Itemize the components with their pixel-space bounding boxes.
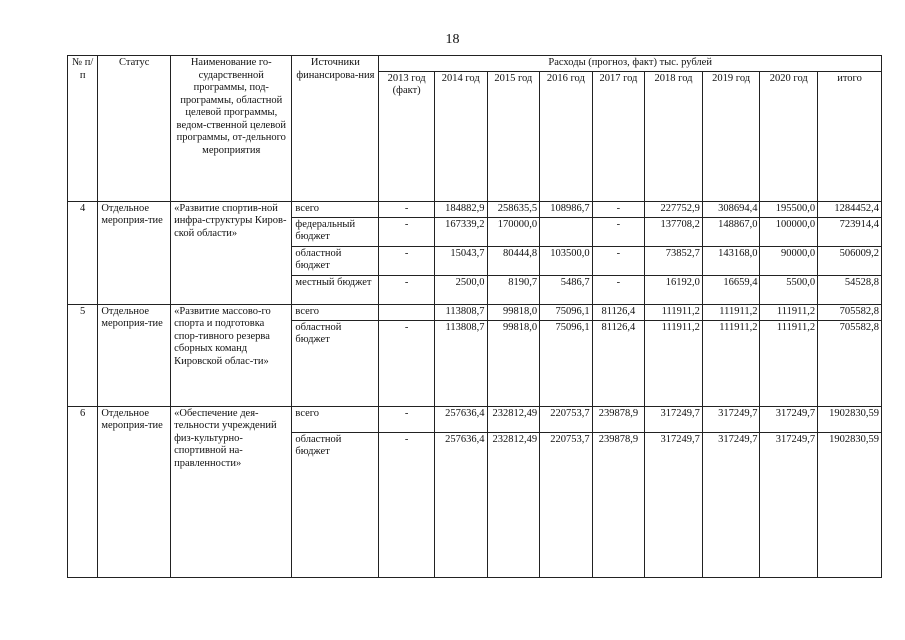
amount-cell: 317249,7 <box>760 432 818 577</box>
amount-cell: 111911,2 <box>760 320 818 406</box>
amount-cell: 317249,7 <box>702 432 760 577</box>
total-cell: 705582,8 <box>818 304 882 320</box>
amount-cell: 111911,2 <box>645 304 703 320</box>
amount-cell: 232812,49 <box>487 406 540 432</box>
amount-cell: 257636,4 <box>434 406 487 432</box>
funding-source: всего <box>292 406 379 432</box>
funding-source: областной бюджет <box>292 432 379 577</box>
row-number: 4 <box>68 201 98 304</box>
amount-cell: - <box>592 217 645 246</box>
amount-cell: 75096,1 <box>540 304 593 320</box>
amount-cell: - <box>379 275 435 304</box>
amount-cell: 103500,0 <box>540 246 593 275</box>
amount-cell: 308694,4 <box>702 201 760 217</box>
amount-cell: 113808,7 <box>434 320 487 406</box>
amount-cell: 167339,2 <box>434 217 487 246</box>
amount-cell: - <box>592 201 645 217</box>
amount-cell: 111911,2 <box>760 304 818 320</box>
header-year: 2020 год <box>760 71 818 201</box>
amount-cell: 99818,0 <box>487 304 540 320</box>
amount-cell: - <box>379 432 435 577</box>
funding-source: всего <box>292 201 379 217</box>
header-source: Источники финансирова-ния <box>292 56 379 202</box>
amount-cell: 317249,7 <box>645 406 703 432</box>
header-year: 2013 год (факт) <box>379 71 435 201</box>
budget-table <box>67 55 882 578</box>
amount-cell <box>540 217 593 246</box>
amount-cell: 148867,0 <box>702 217 760 246</box>
amount-cell: 111911,2 <box>702 304 760 320</box>
row-name: «Обеспечение дея-тельности учреждений физ-культурно-спортивной на-правленности» <box>171 406 292 577</box>
total-cell: 1902830,59 <box>818 432 882 577</box>
amount-cell: 184882,9 <box>434 201 487 217</box>
amount-cell: 73852,7 <box>645 246 703 275</box>
amount-cell: 81126,4 <box>592 304 645 320</box>
total-cell: 506009,2 <box>818 246 882 275</box>
total-cell: 54528,8 <box>818 275 882 304</box>
header-year: 2015 год <box>487 71 540 201</box>
header-year: 2018 год <box>645 71 703 201</box>
amount-cell: 232812,49 <box>487 432 540 577</box>
total-cell: 1284452,4 <box>818 201 882 217</box>
amount-cell: 137708,2 <box>645 217 703 246</box>
amount-cell: 239878,9 <box>592 406 645 432</box>
amount-cell: 5500,0 <box>760 275 818 304</box>
amount-cell: - <box>592 275 645 304</box>
amount-cell: 16659,4 <box>702 275 760 304</box>
row-name: «Развитие спортив-ной инфра-структуры Киров-ской области» <box>171 201 292 304</box>
amount-cell: 81126,4 <box>592 320 645 406</box>
header-name: Наименование го-сударственной программы, под-программы, областной целевой программы, ведом-ственной целевой программы, от-дельного мероприятия <box>171 56 292 202</box>
amount-cell: 317249,7 <box>760 406 818 432</box>
amount-cell: 111911,2 <box>645 320 703 406</box>
amount-cell: 220753,7 <box>540 432 593 577</box>
amount-cell: 258635,5 <box>487 201 540 217</box>
amount-cell: 100000,0 <box>760 217 818 246</box>
amount-cell: - <box>379 217 435 246</box>
amount-cell: 16192,0 <box>645 275 703 304</box>
table-row <box>68 304 882 320</box>
funding-source: областной бюджет <box>292 246 379 275</box>
amount-cell: - <box>379 201 435 217</box>
amount-cell: 99818,0 <box>487 320 540 406</box>
amount-cell: - <box>379 246 435 275</box>
total-cell: 705582,8 <box>818 320 882 406</box>
amount-cell <box>379 304 435 320</box>
table-row <box>68 201 882 217</box>
table-body <box>68 56 882 578</box>
header-year: 2019 год <box>702 71 760 201</box>
total-cell: 723914,4 <box>818 217 882 246</box>
funding-source: федеральный бюджет <box>292 217 379 246</box>
header-expenses: Расходы (прогноз, факт) тыс. рублей <box>379 56 882 72</box>
amount-cell: 113808,7 <box>434 304 487 320</box>
header-row-top <box>68 56 882 72</box>
amount-cell: 8190,7 <box>487 275 540 304</box>
amount-cell: - <box>379 320 435 406</box>
funding-source: всего <box>292 304 379 320</box>
amount-cell: 317249,7 <box>645 432 703 577</box>
row-name: «Развитие массово-го спорта и подготовка спор-тивного резерва сборных команд Кировской облас-ти» <box>171 304 292 406</box>
amount-cell: 227752,9 <box>645 201 703 217</box>
header-year: 2016 год <box>540 71 593 201</box>
amount-cell: 5486,7 <box>540 275 593 304</box>
amount-cell: - <box>379 406 435 432</box>
header-year: 2017 год <box>592 71 645 201</box>
amount-cell: - <box>592 246 645 275</box>
amount-cell: 170000,0 <box>487 217 540 246</box>
header-total: итого <box>818 71 882 201</box>
amount-cell: 111911,2 <box>702 320 760 406</box>
amount-cell: 143168,0 <box>702 246 760 275</box>
page-number: 18 <box>445 32 460 47</box>
amount-cell: 108986,7 <box>540 201 593 217</box>
header-num: № п/п <box>68 56 98 202</box>
amount-cell: 220753,7 <box>540 406 593 432</box>
funding-source: областной бюджет <box>292 320 379 406</box>
row-status: Отдельное мероприя-тие <box>98 406 171 577</box>
amount-cell: 80444,8 <box>487 246 540 275</box>
amount-cell: 317249,7 <box>702 406 760 432</box>
table-row <box>68 406 882 432</box>
amount-cell: 15043,7 <box>434 246 487 275</box>
header-status: Статус <box>98 56 171 202</box>
amount-cell: 239878,9 <box>592 432 645 577</box>
funding-source: местный бюджет <box>292 275 379 304</box>
amount-cell: 75096,1 <box>540 320 593 406</box>
total-cell: 1902830,59 <box>818 406 882 432</box>
header-year: 2014 год <box>434 71 487 201</box>
row-status: Отдельное мероприя-тие <box>98 304 171 406</box>
row-status: Отдельное мероприя-тие <box>98 201 171 304</box>
amount-cell: 90000,0 <box>760 246 818 275</box>
row-number: 5 <box>68 304 98 406</box>
row-number: 6 <box>68 406 98 577</box>
amount-cell: 2500,0 <box>434 275 487 304</box>
amount-cell: 257636,4 <box>434 432 487 577</box>
amount-cell: 195500,0 <box>760 201 818 217</box>
